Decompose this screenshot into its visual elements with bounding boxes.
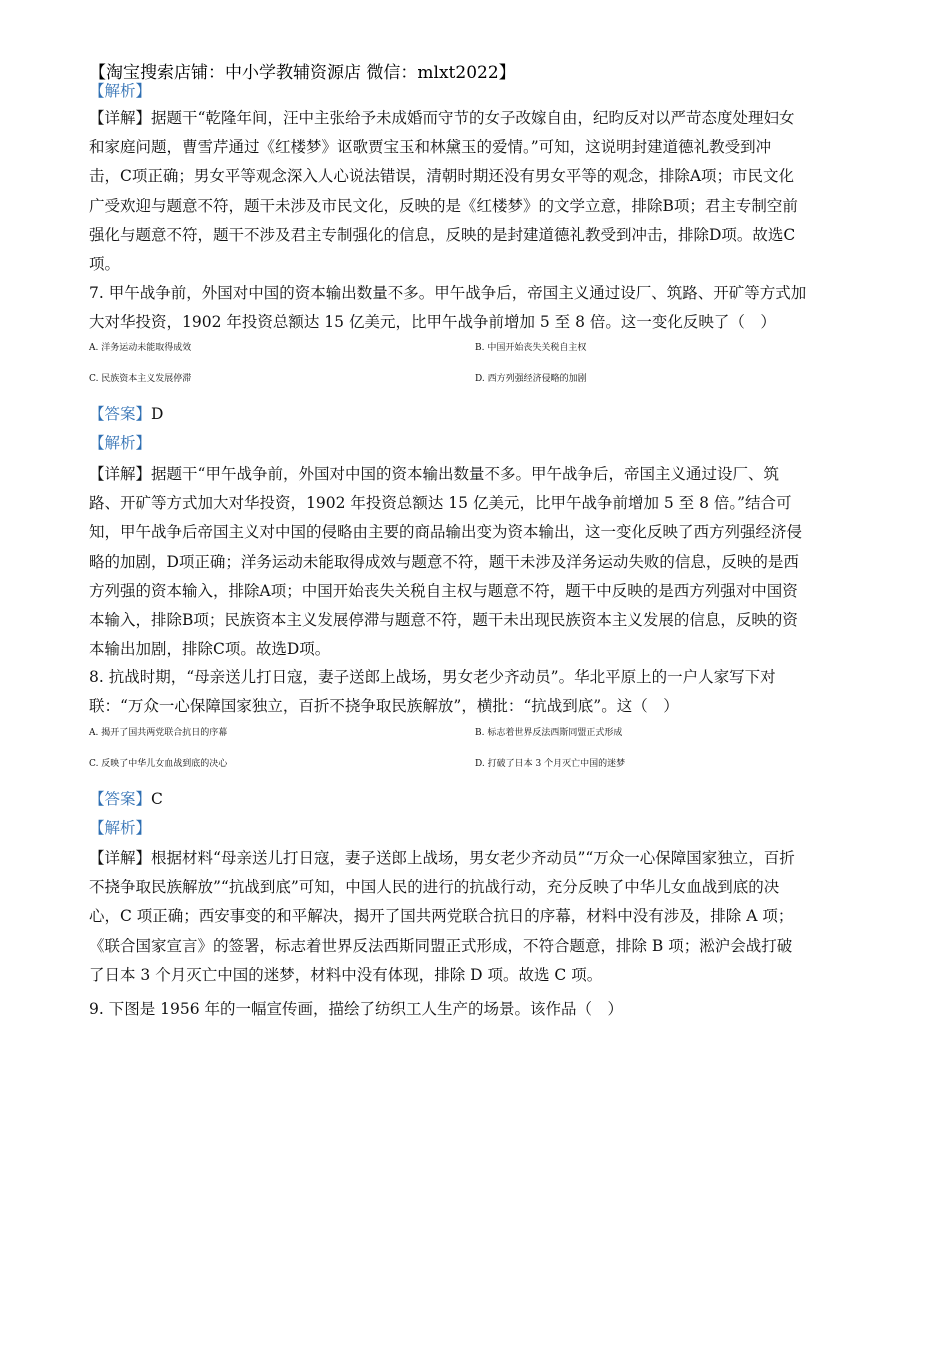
detail-text: 根据材料“母亲送儿打日寇，妻子送郎上战场，男女老少齐动员”“万众一心保障国家独立，百折 [151,849,795,867]
detail-text: 《联合国家宣言》的签署，标志着世界反法西斯同盟正式形成，不符合题意，排除 B 项；淞沪会战打破 [89,936,793,955]
q7-options [89,340,861,401]
stem-line: 大对华投资，1902 年投资总额达 15 亿美元，比甲午战争前增加 5 至 8 倍。这一变化反映了（ ） [89,313,776,332]
detail-text: 广受欢迎与题意不符，题干未涉及市民文化，反映的是《红楼梦》的文学立意，排除B项；君主专制空前 [89,196,798,215]
answer-value: D [151,405,164,423]
option-c: C. 反映了中华儿女血战到底的决心 [89,758,228,769]
analysis-label: 【解析】 [89,434,152,453]
q7-answer [89,400,861,458]
option-c: C. 民族资本主义发展停滞 [89,373,192,384]
detail-text: 强化与题意不符，题干不涉及君主专制强化的信息，反映的是封建道德礼教受到冲击，排除D项。故选C [89,225,796,244]
detail-text: 和家庭问题，曹雪芹通过《红楼梦》讴歌贾宝玉和林黛玉的爱情。”可知，这说明封建道德礼教受到冲 [89,138,772,157]
detail-text: 略的加剧，D项正确；洋务运动未能取得成效与题意不符，题干未涉及洋务运动失败的信息，反映的是西 [89,552,799,571]
detail-text: 击，C项正确；男女平等观念深入人心说法错误，清朝时期还没有男女平等的观念，排除A项；市民文化 [89,167,795,186]
option-b: B. 标志着世界反法西斯同盟正式形成 [475,728,623,738]
q9-stem [89,995,861,1024]
detail-text: 知，甲午战争后帝国主义对中国的侵略由主要的商品输出变为资本输出，这一变化反映了西方列强经济侵 [89,523,803,542]
option-b: B. 中国开始丧失关税自主权 [475,343,587,353]
q7-stem [89,279,861,337]
stem-line: 联：“万众一心保障国家独立，百折不挠争取民族解放”，横批：“抗战到底”。这（ ） [89,697,679,716]
detail-text: 了日本 3 个月灭亡中国的迷梦，材料中没有体现，排除 D 项。故选 C 项。 [89,965,603,984]
analysis-label: 【解析】 [89,819,152,838]
q8-detail [89,844,861,990]
q7-detail [89,460,861,664]
stem-line: 8. 抗战时期，“母亲送儿打日寇，妻子送郎上战场，男女老少齐动员”。华北平原上的一户人家写下对 [89,668,776,686]
detail-text: 心，C 项正确；西安事变的和平解决，揭开了国共两党联合抗日的序幕，材料中没有涉及，排除 A 项； [89,907,794,926]
detail-label: 【详解】 [89,109,152,127]
option-a: A. 揭开了国共两党联合抗日的序幕 [89,728,228,738]
option-d: D. 西方列强经济侵略的加剧 [475,373,587,384]
detail-text: 路、开矿等方式加大对华投资，1902 年投资总额达 15 亿美元，比甲午战争前增加 5 至 8 倍。”结合可 [89,494,792,513]
detail-label: 【详解】 [89,465,152,483]
detail-text: 方列强的资本输入，排除A项；中国开始丧失关税自主权与题意不符，题干中反映的是西方列强对中国资 [89,581,798,600]
answer-label: 【答案】 [89,790,152,808]
answer-value: C [151,790,163,808]
detail-text: 不挠争取民族解放”“抗战到底”可知，中国人民的进行的抗战行动，充分反映了中华儿女血战到底的决 [89,878,780,897]
detail-text: 本输入，排除B项；民族资本主义发展停滞与题意不符，题干未出现民族资本主义发展的信息，反映的资 [89,610,798,629]
option-d: D. 打破了日本 3 个月灭亡中国的迷梦 [475,758,626,769]
detail-text: 项。 [89,254,121,273]
detail-text: 本输出加剧，排除C项。故选D项。 [89,640,331,659]
detail-text: 据题干“乾隆年间，汪中主张给予未成婚而守节的女子改嫁自由，纪昀反对以严苛态度处理妇女 [151,109,795,127]
analysis-label: 【解析】 [89,82,152,100]
q8-options [89,725,861,786]
page-header: 【淘宝搜索店铺：中小学教辅资源店 微信：mlxt2022】 [89,63,516,83]
q8-stem [89,663,861,721]
answer-label: 【答案】 [89,405,152,423]
detail-label: 【详解】 [89,849,152,867]
stem-line: 7. 甲午战争前，外国对中国的资本输出数量不多。甲午战争后，帝国主义通过设厂、筑路、开矿等方式加 [89,284,807,302]
q8-answer [89,785,861,843]
option-a: A. 洋务运动未能取得成效 [89,343,192,353]
stem-line: 9. 下图是 1956 年的一幅宣传画，描绘了纺织工人生产的场景。该作品（ ） [89,1000,624,1018]
detail-text: 据题干“甲午战争前，外国对中国的资本输出数量不多。甲午战争后，帝国主义通过设厂、筑 [151,465,779,483]
q6-detail [89,104,861,279]
q6-analysis [89,77,861,106]
